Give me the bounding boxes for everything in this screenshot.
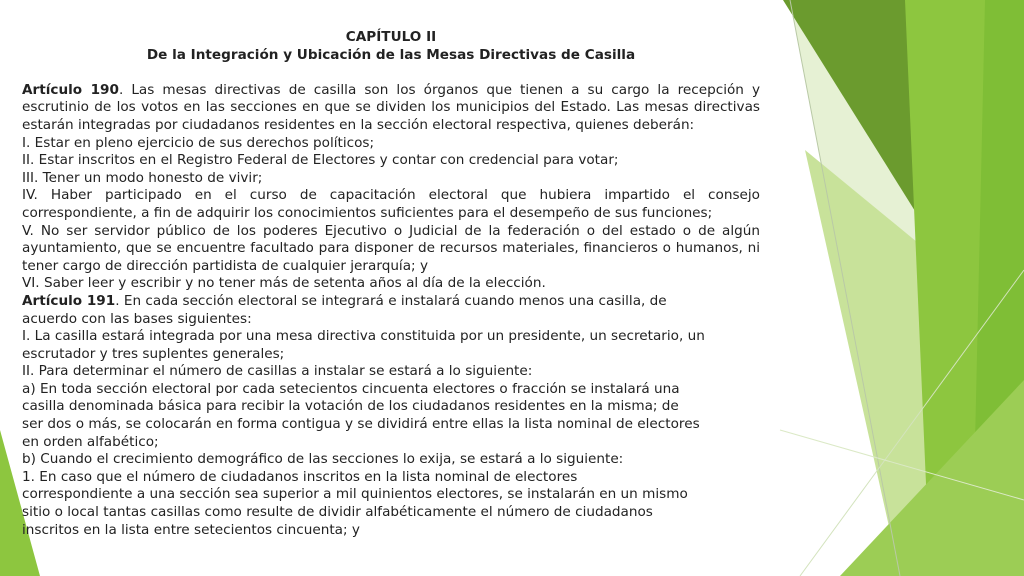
article-191-line: acuerdo con las bases siguientes:	[22, 310, 252, 327]
article-190-intro	[22, 82, 760, 135]
article-191-label: Artículo 191	[22, 292, 116, 309]
requirement-item: II. Estar inscritos en el Registro Federal de Electores y contar con credencial para votar;	[22, 152, 619, 169]
article-191-line: ser dos o más, se colocarán en forma contigua y se dividirá entre ellas la lista nominal de electores	[22, 416, 700, 433]
spacer	[22, 64, 760, 82]
requirement-item: III. Tener un modo honesto de vivir;	[22, 169, 263, 186]
article-191-line: sitio o local tantas casillas como resulte de dividir alfabéticamente el número de ciudadanos	[22, 504, 653, 521]
requirement-item: VI. Saber leer y escribir y no tener más de setenta años al día de la elección.	[22, 275, 546, 292]
chapter-subtitle: De la Integración y Ubicación de las Mesas Directivas de Casilla	[146, 46, 636, 63]
article-191-intro	[22, 293, 760, 311]
slide-body-text	[22, 29, 760, 539]
article-190-text: . Las mesas directivas de casilla son los órganos que tienen a su cargo la recepción y escrutinio de los votos en las secciones en que se dividen los municipios del Estado. Las mesas directivas estarán integradas por ciudadanos residentes en la sección electoral respectiva, quienes deberán:	[22, 81, 760, 133]
article-191-body	[22, 311, 760, 540]
article-191-line: casilla denominada básica para recibir la votación de los ciudadanos residentes en la misma; de	[22, 398, 679, 415]
article-191-line: a) En toda sección electoral por cada setecientos cincuenta electores o fracción se instalará una	[22, 380, 680, 397]
requirement-item: I. Estar en pleno ejercicio de sus derechos políticos;	[22, 134, 375, 151]
article-191-line: correspondiente a una sección sea superior a mil quinientos electores, se instalarán en un mismo	[22, 486, 688, 503]
chapter-title: CAPÍTULO II	[345, 29, 437, 45]
requirement-item: IV. Haber participado en el curso de capacitación electoral que hubiera impartido el consejo correspondiente, a fin de adquirir los conocimientos suficientes para el desempeño de sus funciones;	[22, 187, 760, 221]
article-191-line: escrutador y tres suplentes generales;	[22, 345, 285, 362]
article-191-line: en orden alfabético;	[22, 433, 159, 450]
article-190-label: Artículo 190	[22, 81, 119, 98]
article-191-line: II. Para determinar el número de casillas a instalar se estará a lo siguiente:	[22, 363, 533, 380]
article-190-requirements	[22, 135, 760, 293]
article-191-text: . En cada sección electoral se integrará e instalará cuando menos una casilla, de	[115, 292, 667, 309]
article-191-line: inscritos en la lista entre setecientos cincuenta; y	[22, 521, 360, 538]
article-191-line: b) Cuando el crecimiento demográfico de las secciones lo exija, se estará a lo siguiente:	[22, 451, 624, 468]
article-191-line: 1. En caso que el número de ciudadanos inscritos en la lista nominal de electores	[22, 468, 578, 485]
requirement-item: V. No ser servidor público de los poderes Ejecutivo o Judicial de la federación o del estado o de algún ayuntamiento, que se encuentre facultado para disponer de recursos materiales, financieros o humanos, ni tener cargo de dirección partidista de cualquier jerarquía; y	[22, 222, 760, 274]
article-191-line: I. La casilla estará integrada por una mesa directiva constituida por un presidente, un secretario, un	[22, 328, 705, 345]
